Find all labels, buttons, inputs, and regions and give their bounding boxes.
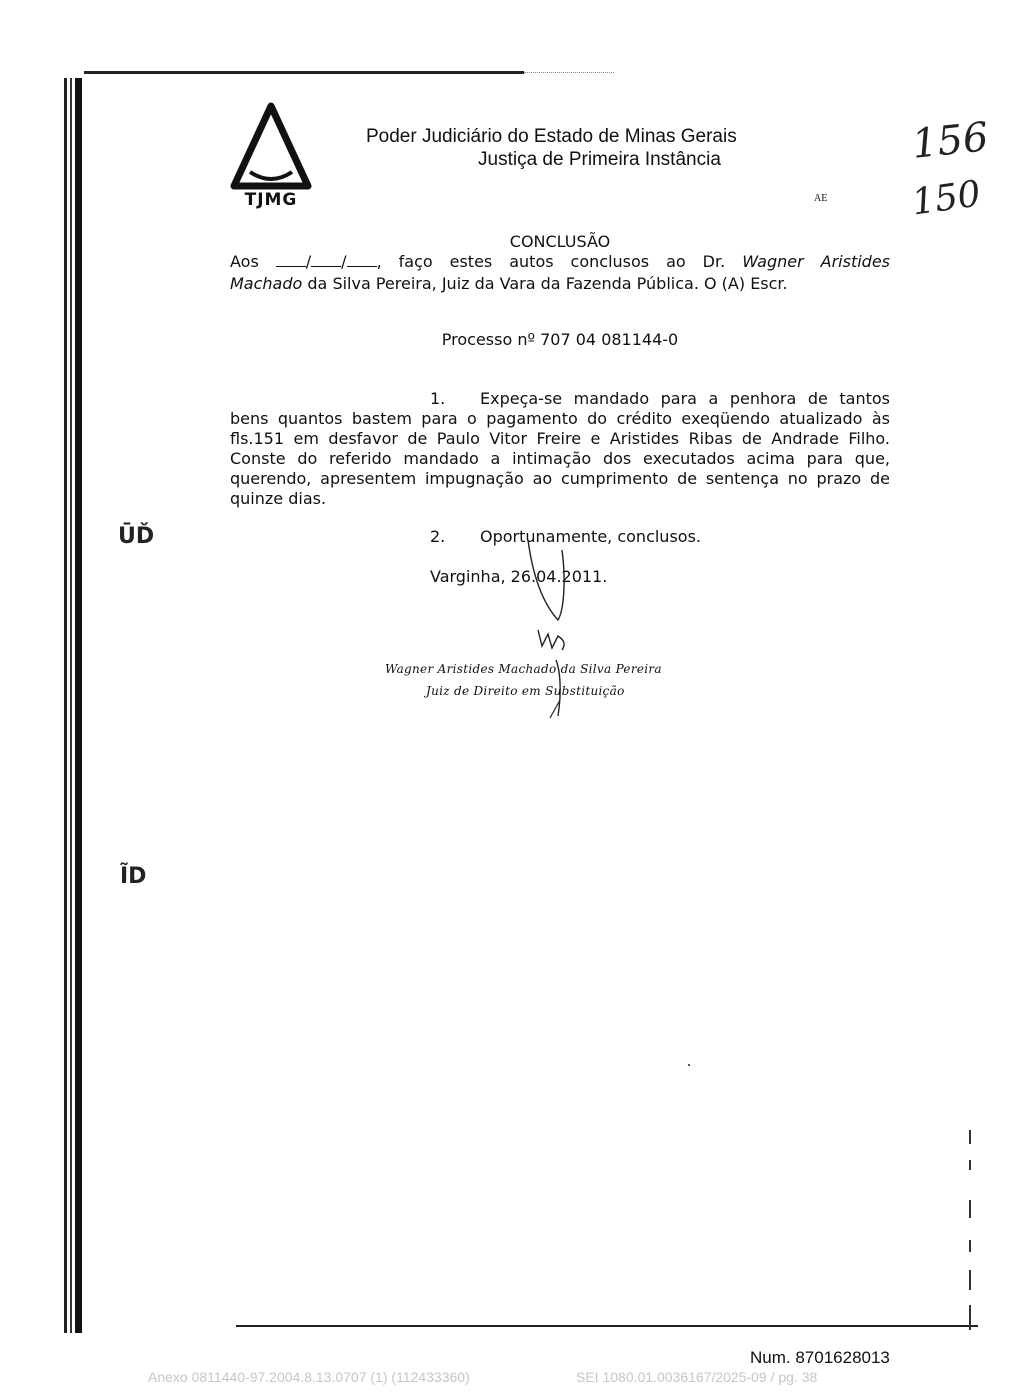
sei-watermark: SEI 1080.01.0036167/2025-09 / pg. 38 — [576, 1369, 818, 1385]
aos-prefix: Aos — [230, 252, 259, 271]
scan-top-dotted-rule — [524, 72, 614, 74]
item-number: 1. — [430, 389, 446, 408]
conclusao-line-2 — [230, 274, 890, 294]
court-instance: Justiça de Primeira Instância — [478, 149, 721, 170]
item-number: 2. — [430, 527, 446, 546]
process-number: Processo nº 707 04 081144-0 — [441, 330, 679, 349]
conclusao-title: CONCLUSÃO — [509, 232, 611, 251]
judge-surname-italic: Machado — [230, 274, 303, 293]
month-blank — [311, 252, 341, 267]
scan-left-edge — [64, 78, 82, 1333]
signature-role: Juiz de Direito em Substituição — [426, 684, 625, 698]
document-number: Num. 8701628013 — [750, 1348, 890, 1367]
day-blank — [276, 252, 306, 267]
logo-label: TJMG — [244, 190, 298, 210]
item-text: Oportunamente, conclusos. — [480, 527, 701, 546]
signature-name: Wagner Aristides Machado da Silva Pereira — [385, 662, 662, 676]
aos-middle: , faço estes autos conclusos ao Dr. — [376, 252, 726, 271]
date-separator: / — [305, 252, 312, 271]
court-name: Poder Judiciário do Estado de Minas Gerais — [366, 126, 737, 147]
handwritten-page-number-old: 150 — [909, 173, 984, 224]
margin-stamp: ŪĎ — [118, 524, 155, 549]
order-item-1 — [230, 389, 890, 509]
scan-right-marks — [965, 1130, 975, 1330]
scan-bottom-rule — [236, 1325, 978, 1327]
aos-suffix: da Silva Pereira, Juiz da Vara da Fazenda Pública. O (A) Escr. — [307, 274, 788, 293]
judge-name-italic: Wagner Aristides — [742, 252, 890, 271]
conclusao-line-1 — [230, 252, 890, 272]
margin-stamp: ĨD — [120, 864, 147, 889]
place-and-date: Varginha, 26.04.2011. — [430, 567, 608, 586]
year-blank — [347, 252, 377, 267]
annex-watermark: Anexo 0811440-97.2004.8.13.0707 (1) (112433360) — [148, 1369, 470, 1385]
scan-top-rule — [84, 71, 524, 74]
item-text: Expeça-se mandado para a penhora de tantos bens quantos bastem para o pagamento do crédito exeqüendo atualizado às fls.151 em desfavor de Paulo Vitor Freire e Aristides Ribas de Andrade Filho. Conste do referido mandado a intimação dos executados acima para que, querendo, apresentem impugnação ao cumprimento de sentença no prazo de quinze dias. — [230, 389, 890, 508]
clerk-initials: AE — [814, 193, 828, 204]
scan-dot — [688, 1064, 690, 1066]
handwritten-page-number: 156 — [909, 114, 991, 168]
date-separator: / — [341, 252, 347, 271]
